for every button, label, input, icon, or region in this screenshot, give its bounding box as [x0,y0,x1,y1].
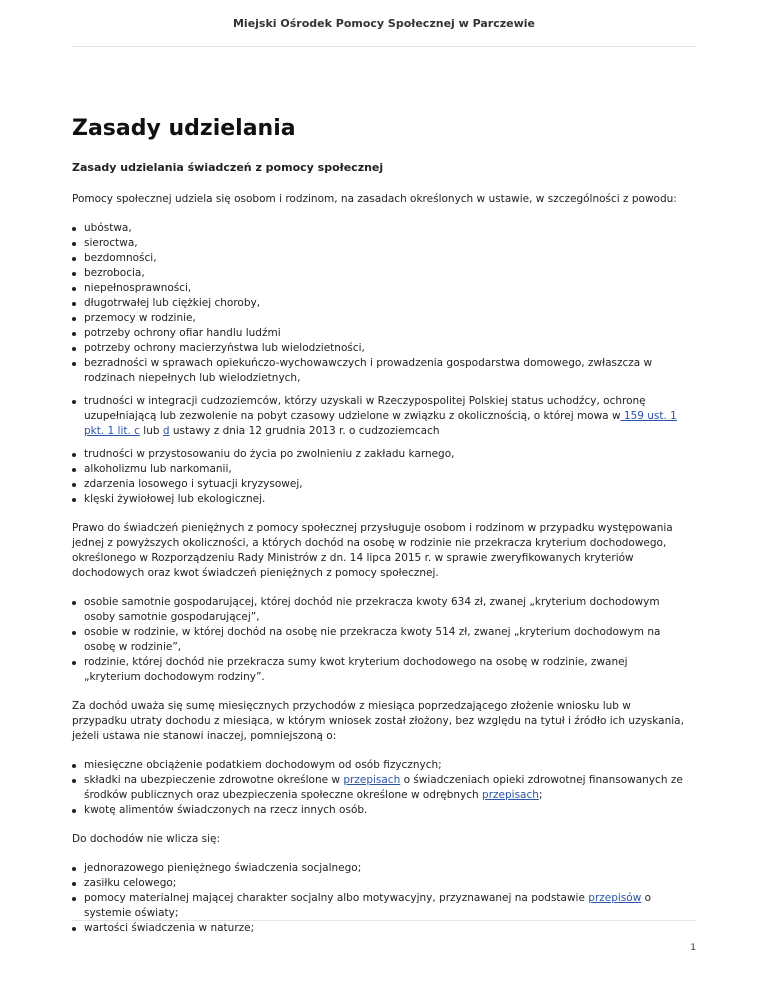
list-item: potrzeby ochrony macierzyństwa lub wielodzietności, [84,341,684,356]
list-item: jednorazowego pieniężnego świadczenia socjalnego; [84,861,684,876]
list-item: osobie w rodzinie, w której dochód na osobę nie przekracza kwoty 514 zł, zwanej „kryterium dochodowym na osobę w rodzinie”, [84,625,684,655]
list-item: ubóstwa, [84,221,684,236]
law-article-link[interactable]: 159 ust. 1 pkt. 1 lit. c [84,410,677,437]
exclusions-intro: Do dochodów nie wlicza się: [72,833,221,845]
list-item: trudności w przystosowaniu do życia po zwolnieniu z zakładu karnego, [84,447,684,462]
page-header [72,14,696,47]
reasons-list-1 [72,221,684,386]
regulations-link[interactable]: przepisach [343,774,401,786]
list-item: bezdomności, [84,251,684,266]
education-regulations-link[interactable]: przepisów [588,892,642,904]
list-item: bezradności w sprawach opiekuńczo-wychowawczych i prowadzenia gospodarstwa domowego, zwłaszcza w rodzinach niepełnych lub wielodzietnych, [84,356,684,386]
list-item: bezrobocia, [84,266,684,281]
deductions-list [72,758,684,818]
list-item: miesięczne obciążenie podatkiem dochodowym od osób fizycznych; [84,758,684,773]
page-number: 1 [690,943,696,953]
foreigners-list [72,394,684,439]
section-heading: Zasady udzielania świadczeń z pomocy społecznej [72,161,384,174]
article-content [72,112,684,950]
site-title: Miejski Ośrodek Pomocy Społecznej w Parczewie [232,17,536,30]
list-item-material-aid [84,891,684,921]
list-item: osobie samotnie gospodarującej, której dochód nie przekracza kwoty 634 zł, zwanej „kryterium dochodowym osoby samotnie gospodarującej”, [84,595,684,625]
list-item: niepełnosprawności, [84,281,684,296]
list-item: sieroctwa, [84,236,684,251]
page-title: Zasady udzielania [72,116,296,141]
list-item: kwotę alimentów świadczonych na rzecz innych osób. [84,803,684,818]
list-item-text: o świadczeniach opieki zdrowotnej finansowanych ze środków publicznych oraz ubezpieczenia społeczne określone w odrębnych [84,774,683,801]
list-item-foreigners [84,394,684,439]
page-footer [72,920,696,961]
list-item: alkoholizmu lub narkomanii, [84,462,684,477]
list-item-text: lub [139,425,163,437]
list-item: rodzinie, której dochód nie przekracza sumy kwot kryterium dochodowego na osobę w rodzinie, zwanej „kryterium dochodowym rodziny”. [84,655,684,685]
law-letter-link[interactable]: d [162,425,170,437]
list-item-text: o systemie oświaty; [84,892,652,919]
list-item: klęski żywiołowej lub ekologicznej. [84,492,684,507]
list-item: przemocy w rodzinie, [84,311,684,326]
reasons-list-2 [72,447,684,507]
list-item: zasiłku celowego; [84,876,684,891]
list-item-text: ustawy z dnia 12 grudnia 2013 r. o cudzoziemcach [169,425,440,437]
entitlement-paragraph: Prawo do świadczeń pieniężnych z pomocy społecznej przysługuje osobom i rodzinom w przypadku występowania jednej z powyższych okoliczności, a których dochód na osobę w rodzinie nie przekracza kryterium dochodowego, określonego w Rozporządzeniu Rady Ministrów z dn. 14 lipca 2015 r. w sprawie zweryfikowanych kryteriów dochodowych oraz kwot świadczeń pieniężnych z pomocy społecznej. [72,522,673,579]
list-item: zdarzenia losowego i sytuacji kryzysowej, [84,477,684,492]
income-paragraph: Za dochód uważa się sumę miesięcznych przychodów z miesiąca poprzedzającego złożenie wniosku lub w przypadku utraty dochodu z miesiąca, w którym wniosek został złożony, bez względu na tytuł i źródło ich uzyskania, jeżeli ustawa nie stanowi inaczej, pomniejszoną o: [72,700,684,742]
regulations-link[interactable]: przepisach [482,789,539,801]
intro-paragraph: Pomocy społecznej udziela się osobom i rodzinom, na zasadach określonych w ustawie, w szczególności z powodu: [72,193,677,205]
criteria-list [72,595,684,685]
list-item: długotrwałej lub ciężkiej choroby, [84,296,684,311]
list-item-contributions [84,773,684,803]
list-item-text: pomocy materialnej mającej charakter socjalny albo motywacyjny, przyznawanej na podstawie [84,892,589,904]
list-item-text: składki na ubezpieczenie zdrowotne określone w [84,774,344,786]
list-item-text: ; [538,789,543,801]
list-item: wartości świadczenia w naturze; [84,921,684,936]
list-item-text: trudności w integracji cudzoziemców, którzy uzyskali w Rzeczypospolitej Polskiej status uchodźcy, ochronę uzupełniającą lub zezwolenie na pobyt czasowy udzielone w związku z okolicznością, o której mowa w [84,395,646,422]
list-item: potrzeby ochrony ofiar handlu ludźmi [84,326,684,341]
